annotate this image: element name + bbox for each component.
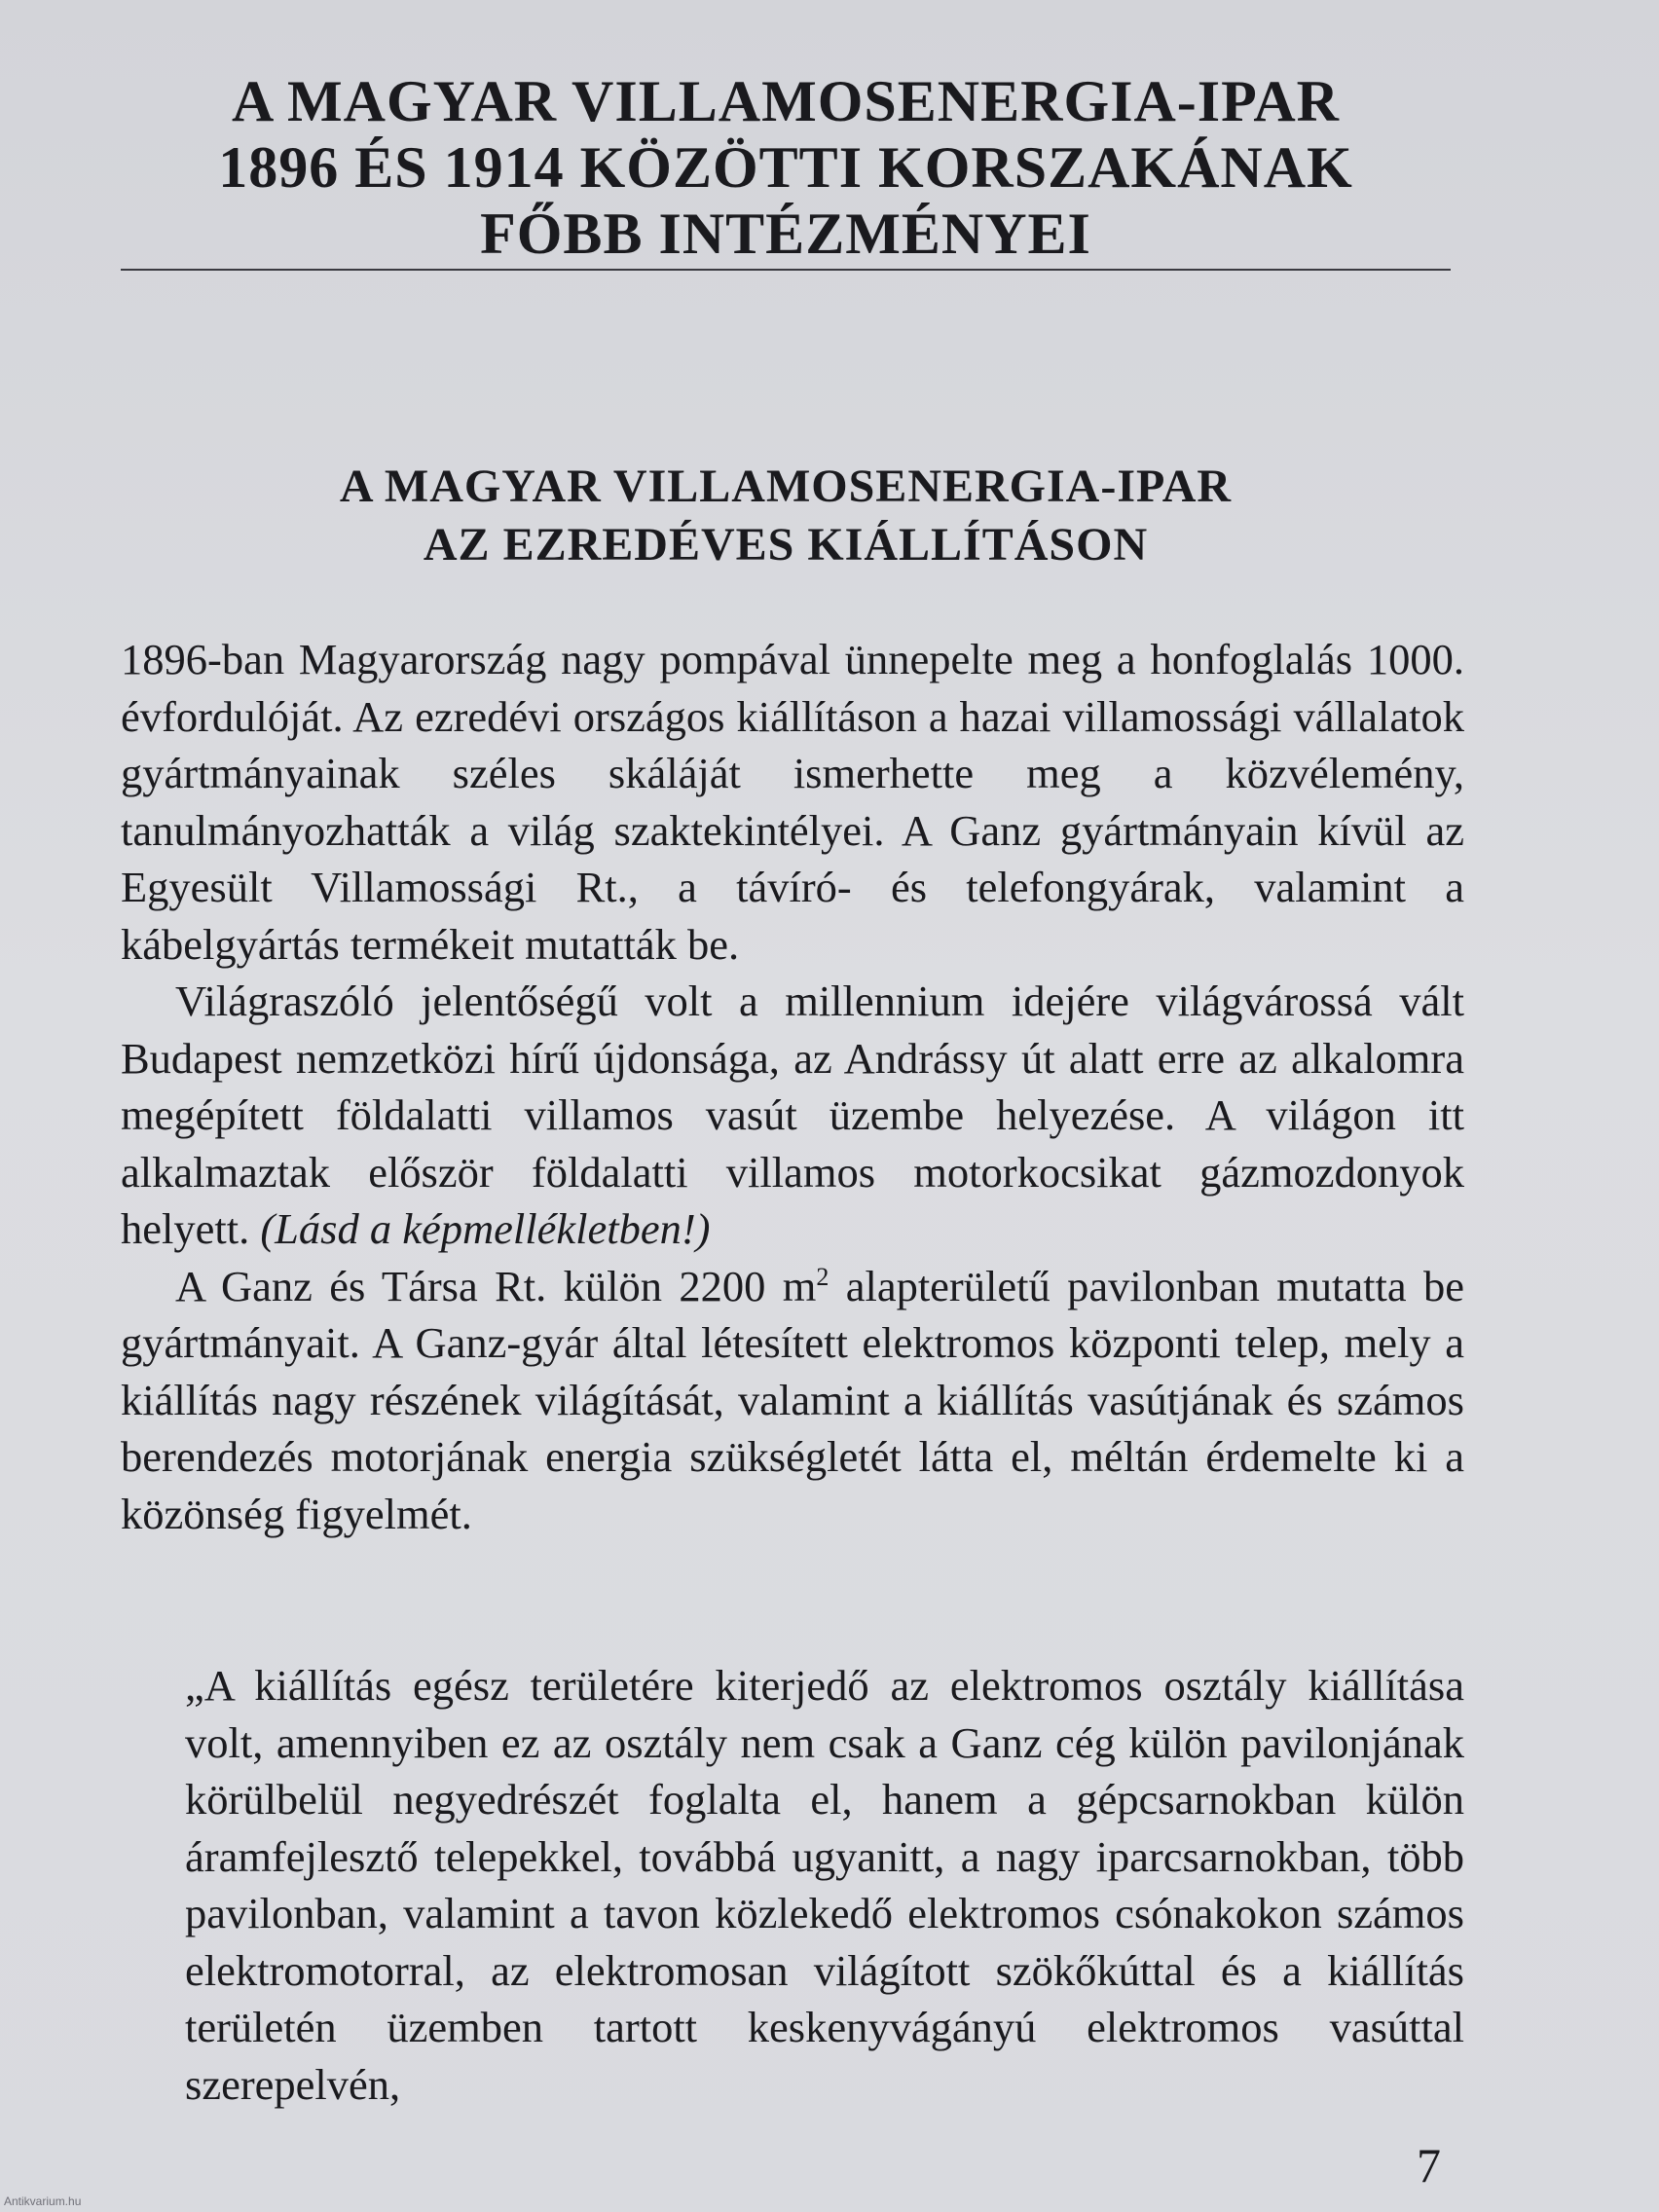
paragraph-3 bbox=[121, 1258, 1464, 1543]
section-title bbox=[121, 458, 1451, 574]
paragraph-3-start: A Ganz és Társa Rt. külön 2200 m bbox=[175, 1261, 817, 1310]
main-title-line-1: A MAGYAR VILLAMOSENERGIA-IPAR bbox=[231, 69, 1340, 133]
main-title-line-3: FŐBB INTÉZMÉNYEI bbox=[480, 202, 1091, 266]
paragraph-2 bbox=[121, 973, 1464, 1258]
title-divider bbox=[121, 269, 1451, 271]
paragraph-3-rest: alapterületű pavilonban mutatta be gyártmányait. A Ganz-gyár által létesített elektromos központi telep, mely a kiállítás nagy részének világítását, valamint a kiállítás vasútjának és számos berendezés motorjának energia szükségletét látta el, méltán érdemelte ki a közönség figyelmét. bbox=[121, 1261, 1465, 1538]
superscript-2: 2 bbox=[816, 1262, 830, 1291]
paragraph-2-text: Világraszóló jelentőségű volt a millennium idejére világvárossá vált Budapest nemzetközi hírű újdonsága, az Andrássy út alatt erre az alkalomra megépített földalatti villamos vasút üzembe helyezése. A világon itt alkalmaztak először földalatti villamos motorkocsikat gázmozdonyok helyett. bbox=[121, 977, 1464, 1253]
watermark: Antikvarium.hu bbox=[4, 2194, 82, 2208]
page-number: 7 bbox=[1417, 2138, 1441, 2193]
main-title-line-2: 1896 ÉS 1914 KÖZÖTTI KORSZAKÁNAK bbox=[218, 135, 1353, 200]
block-quote: „A kiállítás egész területére kiterjedő az elektromos osztály kiállítása volt, amennyiben ez az osztály nem csak a Ganz cég külön pavilonjának körülbelül negyedrészét foglalta el, hanem a gépcsarnokban külön áramfejlesztő telepekkel, továbbá ugyanitt, a nagy iparcsarnokban, több pavilonban, valamint a tavon közlekedő elektromos csónakokon számos elektromotorral, az elektromosan világított szökőkúttal és a kiállítás területén üzemben tartott keskenyvágányú elektromos vasúttal szerepelvén, bbox=[185, 1661, 1464, 2109]
section-title-line-2: AZ EZREDÉVES KIÁLLÍTÁSON bbox=[423, 519, 1149, 571]
paragraph-1: 1896-ban Magyarország nagy pompával ünnepelte meg a honfoglalás 1000. évfordulóját. Az ezredévi országos kiállításon a hazai villamossági vállalatok gyártmányainak széles skáláját ismerhette meg a közvélemény, tanulmányozhatták a világ szaktekintélyei. A Ganz gyártmányain kívül az Egyesült Villamossági Rt., a távíró- és telefongyárak, valamint a kábelgyártás termékeit mutatták be. bbox=[121, 635, 1464, 969]
main-title bbox=[121, 68, 1451, 267]
paragraph-2-reference: (Lásd a képmellékletben!) bbox=[260, 1204, 711, 1253]
section-title-line-1: A MAGYAR VILLAMOSENERGIA-IPAR bbox=[339, 461, 1233, 512]
body-text bbox=[121, 631, 1464, 1542]
